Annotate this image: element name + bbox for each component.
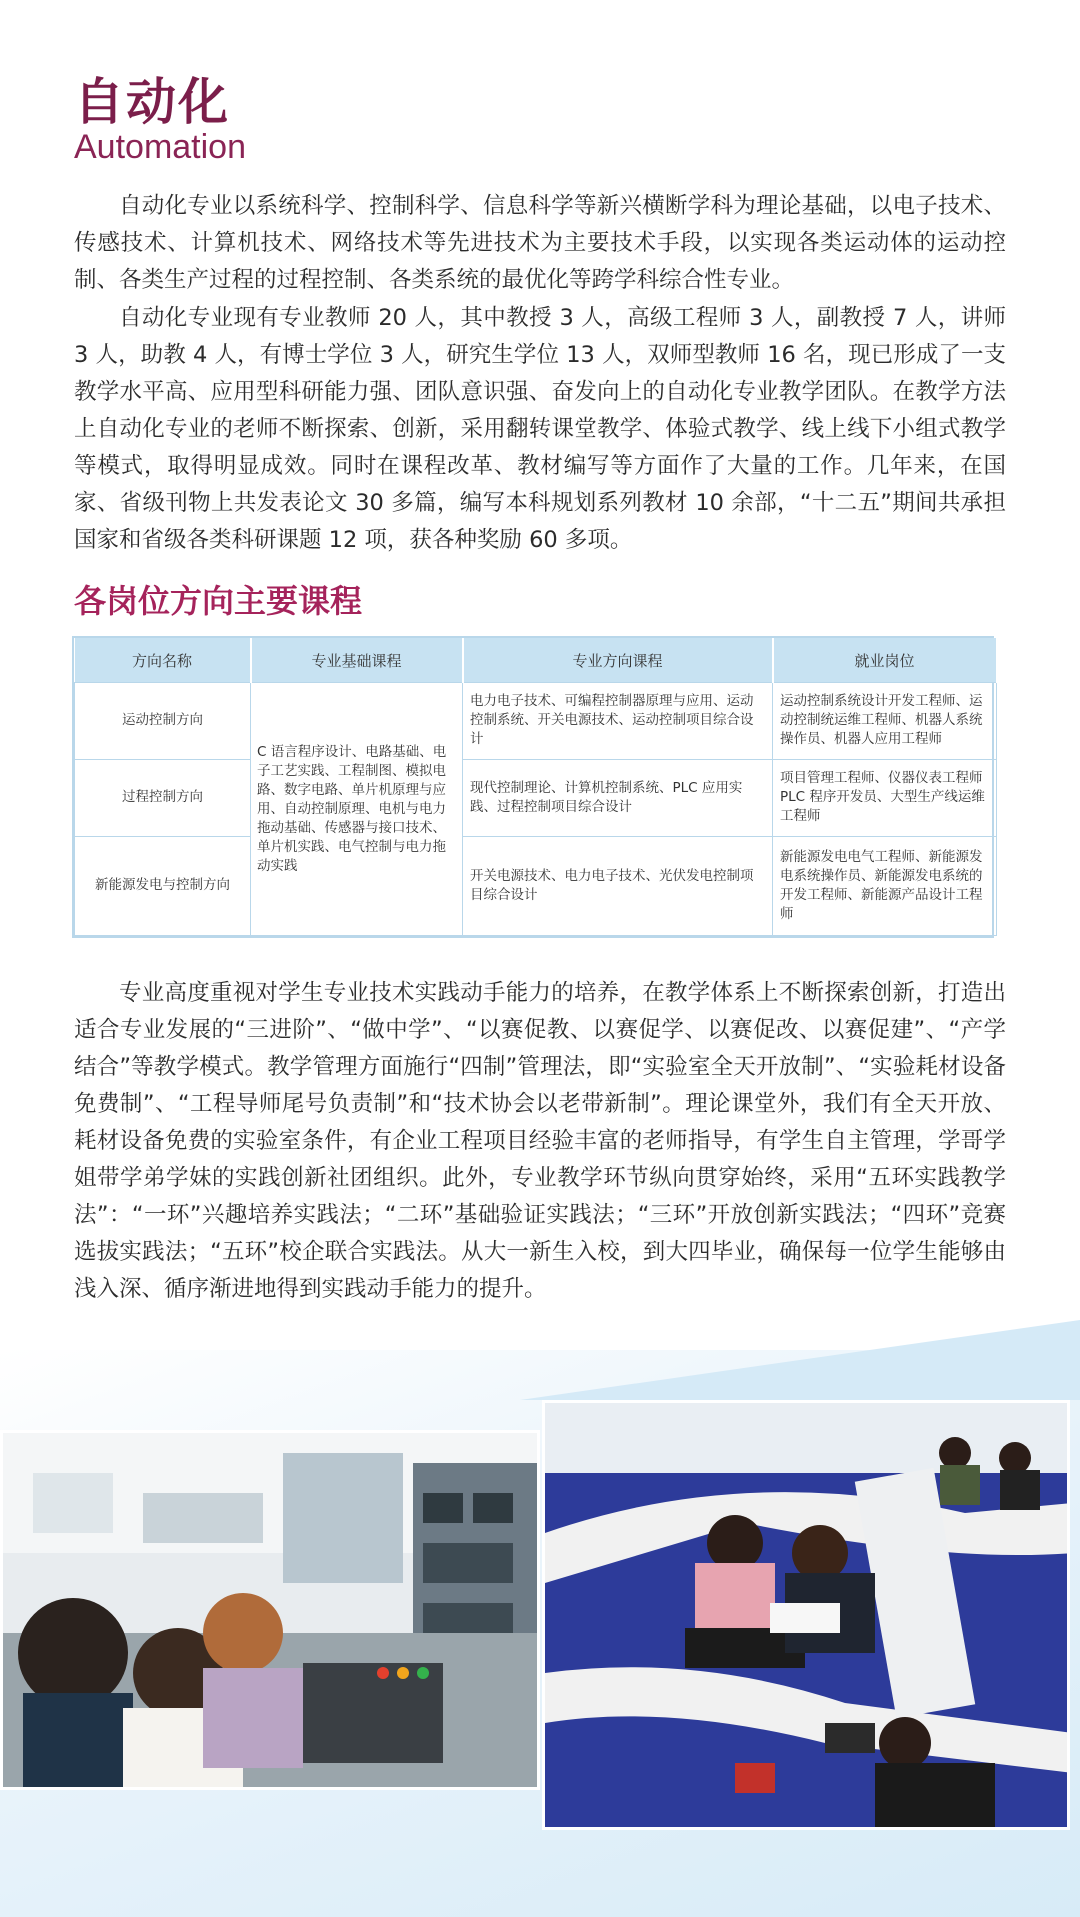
direction-cell: 新能源发电与控制方向 — [75, 836, 251, 935]
intro-paragraph-1: 自动化专业以系统科学、控制科学、信息科学等新兴横断学科为理论基础，以电子技术、传感技术、计算机技术、网络技术等先进技术为主要技术手段，以实现各类运动体的运动控制、各类生产过程的过程控制、各类系统的最优化等跨学科综合性专业。 — [74, 193, 1006, 293]
header-jobs: 就业岗位 — [773, 638, 997, 683]
table-row — [75, 683, 997, 760]
page-title: 自动化 — [74, 73, 230, 131]
intro-paragraph-2: 自动化专业现有专业教师 20 人，其中教授 3 人，高级工程师 3 人，副教授 7 人，讲师 3 人，助教 4 人，有博士学位 3 人，研究生学位 13 人，双师型教师 16 名，现已形成了一支教学水平高、应用型科研能力强、团队意识强、奋发向上的自动化专业教学团队。在教学方法上自动化专业的老师不断探索、创新，采用翻转课堂教学、体验式教学、线上线下小组式教学等模式，取得明显成效。同时在课程改革、教材编写等方面作了大量的工作。几年来，在国家、省级刊物上共发表论文 30 多篇，编写本科规划系列教材 10 余部，“十二五”期间共承担国家和省级各类科研课题 12 项，获各种奖励 60 多项。 — [74, 305, 1006, 553]
header-basic-courses: 专业基础课程 — [251, 638, 463, 683]
lab-photo — [0, 1430, 540, 1790]
courses-table — [72, 636, 994, 938]
jobs-cell: 运动控制系统设计开发工程师、运动控制统运维工程师、机器人系统操作员、机器人应用工程师 — [773, 683, 997, 760]
lab-photo-illustration — [3, 1433, 540, 1790]
page-subtitle-english: Automation — [74, 128, 246, 166]
jobs-cell: 新能源发电电气工程师、新能源发电系统操作员、新能源发电系统的开发工程师、新能源产品设计工程师 — [773, 836, 997, 935]
specialty-cell: 现代控制理论、计算机控制系统、PLC 应用实践、过程控制项目综合设计 — [463, 759, 773, 836]
practice-paragraph: 专业高度重视对学生专业技术实践动手能力的培养，在教学体系上不断探索创新，打造出适合专业发展的“三进阶”、“做中学”、“以赛促教、以赛促学、以赛促改、以赛促建”、“产学结合”等教学模式。教学管理方面施行“四制”管理法，即“实验室全天开放制”、“实验耗材设备免费制”、“工程导师尾号负责制”和“技术协会以老带新制”。理论课堂外，我们有全天开放、耗材设备免费的实验室条件，有企业工程项目经验丰富的老师指导，有学生自主管理，学哥学姐带学弟学妹的实践创新社团组织。此外，专业教学环节纵向贯穿始终，采用“五环实践教学法”：“一环”兴趣培养实践法；“二环”基础验证实践法；“三环”开放创新实践法；“四环”竞赛选拔实践法；“五环”校企联合实践法。从大一新生入校，到大四毕业，确保每一位学生能够由浅入深、循序渐进地得到实践动手能力的提升。 — [74, 980, 1006, 1302]
section-title-courses: 各岗位方向主要课程 — [74, 582, 363, 620]
decorative-triangle — [520, 1320, 1080, 1400]
basic-courses-cell: C 语言程序设计、电路基础、电子工艺实践、工程制图、模拟电路、数字电路、单片机原理与应用、自动控制原理、电机与电力拖动基础、传感器与接口技术、单片机实践、电气控制与电力拖动实践 — [251, 683, 463, 936]
header-direction: 方向名称 — [75, 638, 251, 683]
specialty-cell: 电力电子技术、可编程控制器原理与应用、运动控制系统、开关电源技术、运动控制项目综合设计 — [463, 683, 773, 760]
track-photo — [542, 1400, 1070, 1830]
table-header-row — [75, 638, 997, 683]
specialty-cell: 开关电源技术、电力电子技术、光伏发电控制项目综合设计 — [463, 836, 773, 935]
table-row — [75, 759, 997, 836]
table-row — [75, 836, 997, 935]
track-photo-illustration — [545, 1403, 1070, 1830]
header-specialty-courses: 专业方向课程 — [463, 638, 773, 683]
jobs-cell: 项目管理工程师、仪器仪表工程师 PLC 程序开发员、大型生产线运维工程师 — [773, 759, 997, 836]
direction-cell: 运动控制方向 — [75, 683, 251, 760]
direction-cell: 过程控制方向 — [75, 759, 251, 836]
